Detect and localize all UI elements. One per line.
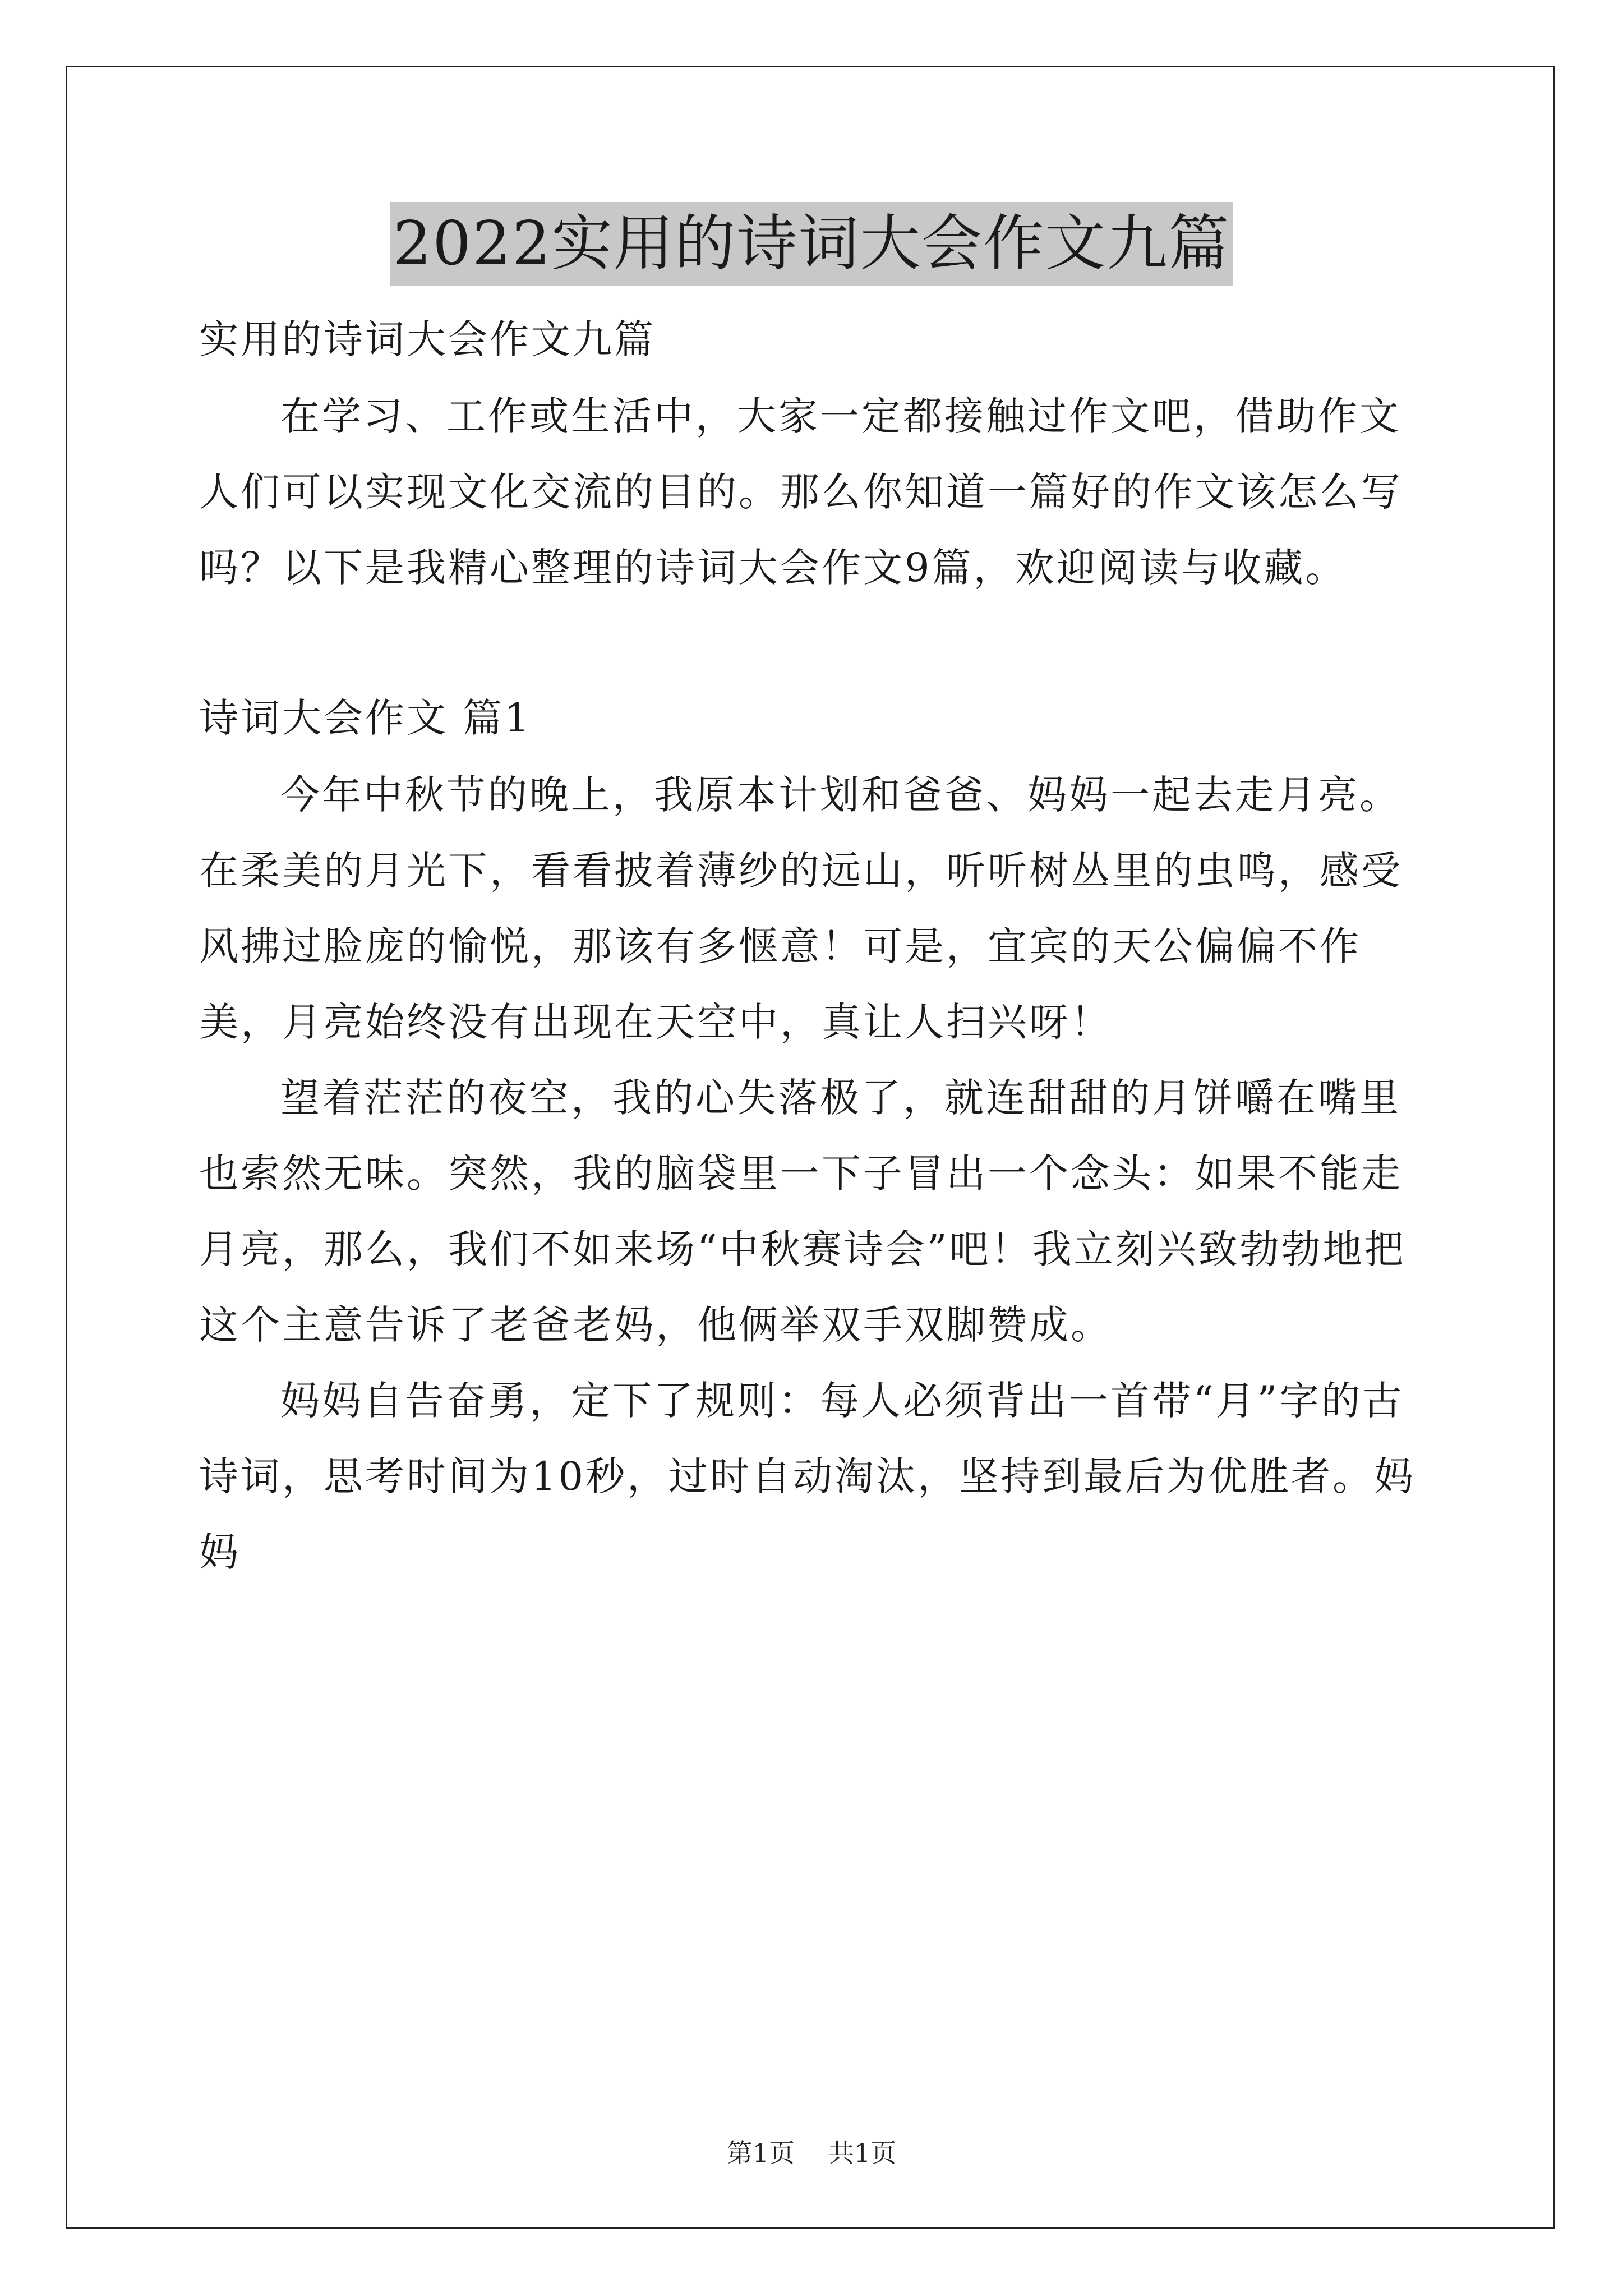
document-body — [199, 300, 1433, 1590]
page-number-current: 第1页 — [726, 2138, 795, 2168]
page-number-total: 共1页 — [828, 2138, 897, 2168]
intro-paragraph: 在学习、工作或生活中，大家一定都接触过作文吧，借助作文人们可以实现文化交流的目的。那么你知道一篇好的作文该怎么写吗？以下是我精心整理的诗词大会作文9篇，欢迎阅读与收藏。 — [199, 393, 1403, 591]
body-paragraph-3: 妈妈自告奋勇，定下了规则：每人必须背出一首带“月”字的古诗词，思考时间为10秒，过时自动淘汰，坚持到最后为优胜者。妈妈 — [199, 1378, 1416, 1575]
section-spacer — [199, 606, 1433, 679]
page-footer — [0, 2136, 1623, 2170]
section-heading: 诗词大会作文 篇1 — [199, 695, 532, 741]
document-title: 2022实用的诗词大会作文九篇 — [390, 202, 1234, 286]
document-subtitle: 实用的诗词大会作文九篇 — [199, 316, 656, 362]
body-paragraph-1: 今年中秋节的晚上，我原本计划和爸爸、妈妈一起去走月亮。在柔美的月光下，看看披着薄纱的远山，听听树丛里的虫鸣，感受风拂过脸庞的愉悦，那该有多惬意！可是，宜宾的天公偏偏不作美，月亮始终没有出现在天空中，真让人扫兴呀！ — [199, 772, 1403, 1045]
title-container — [0, 202, 1623, 286]
body-paragraph-2: 望着茫茫的夜空，我的心失落极了，就连甜甜的月饼嚼在嘴里也索然无味。突然，我的脑袋里一下子冒出一个念头：如果不能走月亮，那么，我们不如来场“中秋赛诗会”吧！我立刻兴致勃勃地把这个主意告诉了老爸老妈，他俩举双手双脚赞成。 — [199, 1075, 1406, 1348]
